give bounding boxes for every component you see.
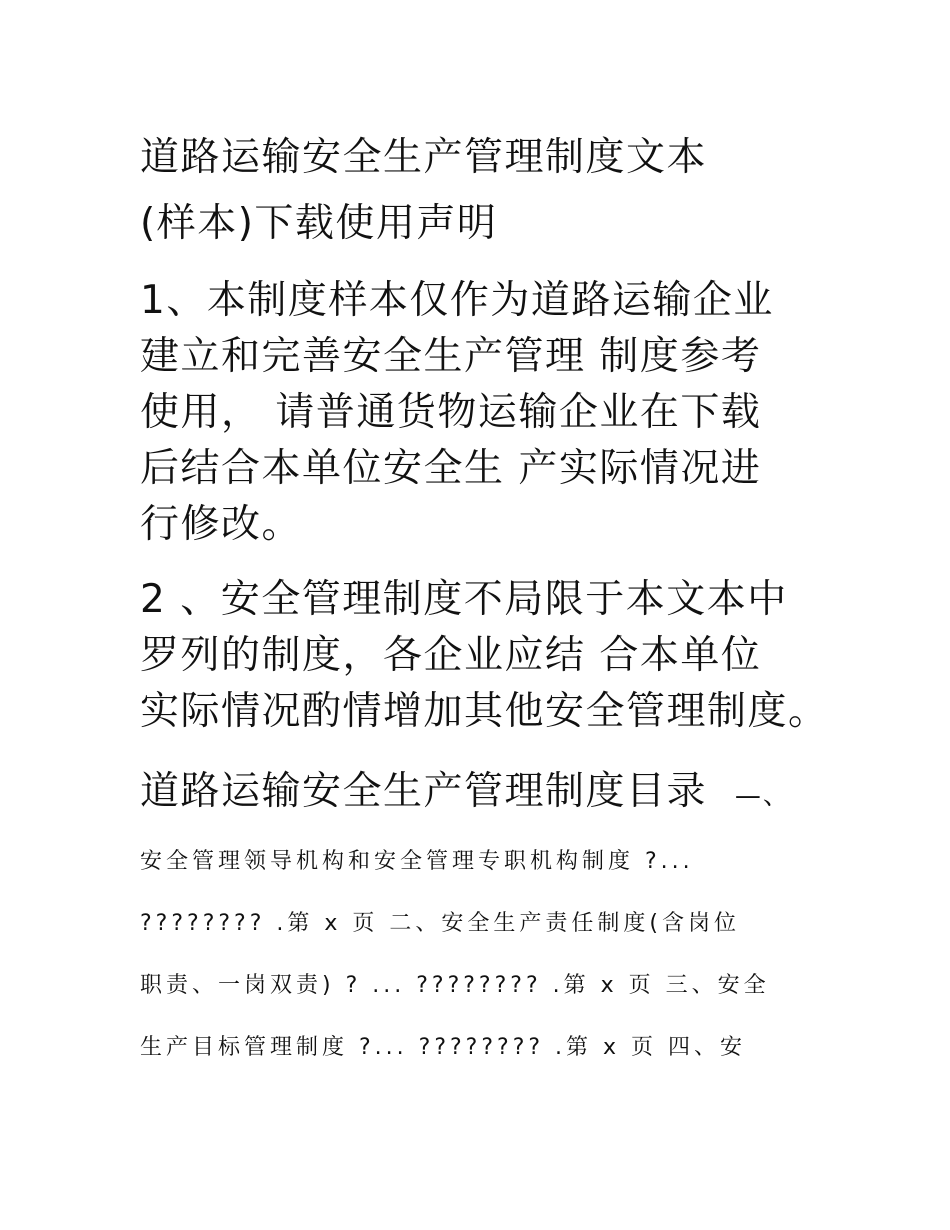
paragraph-2-line-2: 罗列的制度，各企业应结 合本单位 (140, 633, 762, 678)
toc-heading-text: 道路运输安全生产管理制度目录 (140, 769, 708, 814)
toc-line-3: 职责、一岗双责) ? ... ???????? .第 x 页 三、安全 (140, 973, 770, 998)
toc-line-1: 安全管理领导机构和安全管理专职机构制度 ?... (140, 849, 694, 874)
document-title-line-1: 道路运输安全生产管理制度文本 (140, 135, 708, 180)
paragraph-2-line-3: 实际情况酌情增加其他安全管理制度。 (140, 689, 829, 734)
toc-heading-suffix: —、 (734, 781, 791, 811)
paragraph-2-line-1: 2 、安全管理制度不局限于本文本中 (140, 577, 788, 622)
document-title-line-2: (样本)下载使用声明 (140, 201, 498, 246)
paragraph-1-line-1: 1、本制度样本仅作为道路运输企业 (140, 278, 774, 323)
toc-line-4: 生产目标管理制度 ?... ???????? .第 x 页 四、安 (140, 1035, 747, 1060)
paragraph-1-line-2: 建立和完善安全生产管理 制度参考 (140, 334, 762, 379)
paragraph-1-line-5: 行修改。 (140, 502, 303, 547)
paragraph-1-line-3: 使用， 请普通货物运输企业在下载 (140, 390, 762, 435)
toc-line-2: ???????? .第 x 页 二、安全生产责任制度(含岗位 (140, 911, 740, 936)
toc-heading (140, 768, 791, 820)
paragraph-1-line-4: 后结合本单位安全生 产实际情况进 (140, 446, 762, 491)
